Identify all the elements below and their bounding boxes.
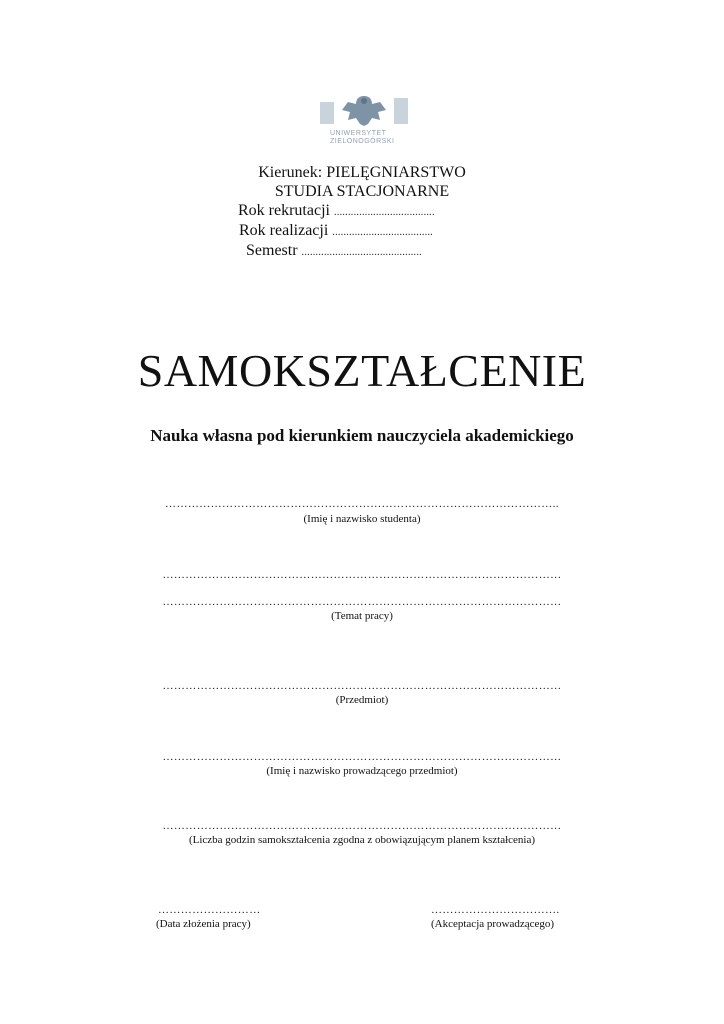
semestr-dots: ........................................... xyxy=(301,247,422,258)
hours-line: …………………………………………………………………………………………… xyxy=(162,820,562,832)
kierunek: Kierunek: PIELĘGNIARSTWO xyxy=(258,164,466,181)
topic-caption: (Temat pracy) xyxy=(331,610,393,622)
semestr xyxy=(246,241,422,262)
date-line: ……………………… xyxy=(158,904,261,916)
topic-line-2: …………………………………………………………………………………………… xyxy=(162,596,562,608)
logo-line-1: UNIWERSYTET xyxy=(330,130,387,137)
teacher-caption: (Imię i nazwisko prowadzącego przedmiot) xyxy=(266,765,458,777)
studia: STUDIA STACJONARNE xyxy=(274,183,450,200)
page-title: SAMOKSZTAŁCENIE xyxy=(137,345,587,396)
logo-line-2: ZIELONOGÓRSKI xyxy=(330,138,395,145)
student-name-caption: (Imię i nazwisko studenta) xyxy=(303,513,421,525)
university-logo xyxy=(318,92,410,152)
student-name-line: ………………………………………………………………………………………….. xyxy=(165,498,559,510)
rok-rekrutacji-label: Rok rekrutacji xyxy=(238,202,330,219)
accept-line: ……………………………. xyxy=(431,904,560,916)
rok-rekrutacji xyxy=(238,201,435,222)
teacher-line: …………………………………………………………………………………………… xyxy=(162,751,562,763)
rok-realizacji-label: Rok realizacji xyxy=(239,222,329,239)
rok-realizacji-dots: .................................... xyxy=(332,227,434,238)
accept-caption: (Akceptacja prowadzącego) xyxy=(431,918,555,930)
subject-line: …………………………………………………………………………………………… xyxy=(162,680,562,692)
topic-line-1: …………………………………………………………………………………………… xyxy=(162,569,562,581)
date-caption: (Data złożenia pracy) xyxy=(156,918,251,930)
semestr-label: Semestr xyxy=(246,242,298,259)
rok-rekrutacji-dots: .................................... xyxy=(333,207,435,218)
eagle-emblem-icon xyxy=(318,92,410,128)
hours-caption: (Liczba godzin samokształcenia zgodna z obowiązującym planem kształcenia) xyxy=(188,834,536,846)
page-subtitle: Nauka własna pod kierunkiem nauczyciela akademickiego xyxy=(150,426,574,445)
subject-caption: (Przedmiot) xyxy=(335,694,389,706)
rok-realizacji xyxy=(239,221,433,242)
